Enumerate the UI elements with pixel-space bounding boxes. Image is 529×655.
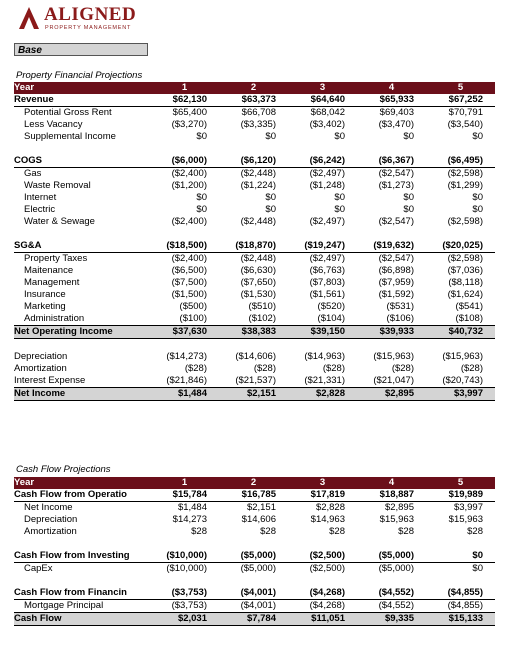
value-cell[interactable]: $0 (196, 192, 207, 203)
value-cell[interactable]: $1,484 (150, 388, 219, 401)
value-cell[interactable]: ($100) (179, 313, 207, 324)
spacer-row (14, 538, 495, 550)
spacer-cell (14, 339, 495, 352)
value-cell[interactable]: ($2,400) (171, 253, 207, 264)
value-cell[interactable]: $19,989 (426, 489, 495, 502)
value-cell[interactable]: ($15,963) (442, 351, 483, 362)
value-cell[interactable]: $37,630 (150, 326, 219, 339)
value-cell[interactable]: $62,130 (150, 94, 219, 107)
value-cell[interactable]: ($10,000) (166, 563, 207, 574)
row-label[interactable]: Water & Sewage (24, 216, 95, 227)
below-noi-row (14, 363, 495, 375)
row-label[interactable]: Cash Flow (14, 613, 150, 626)
value-cell[interactable]: ($520) (317, 301, 345, 312)
value-cell[interactable]: $66,708 (241, 107, 276, 118)
noi-row (14, 326, 495, 339)
logo-tagline: PROPERTY MANAGEMENT (45, 25, 132, 31)
cogs-row (14, 155, 495, 168)
value-cell[interactable]: $39,150 (288, 326, 357, 339)
row-label[interactable]: Management (24, 277, 80, 288)
header-row (14, 477, 495, 489)
value-cell[interactable]: $0 (403, 131, 414, 142)
value-cell[interactable]: ($18,500) (150, 240, 219, 253)
year-header[interactable]: 1 (150, 82, 219, 94)
value-cell[interactable]: ($4,855) (426, 587, 495, 600)
value-cell[interactable]: $15,963 (379, 514, 414, 525)
year-header[interactable]: 5 (426, 477, 495, 489)
value-cell[interactable]: ($7,036) (447, 265, 483, 276)
row-label[interactable]: Administration (24, 313, 85, 324)
value-cell[interactable]: $0 (334, 204, 345, 215)
value-cell[interactable]: $15,963 (448, 514, 483, 525)
year-header[interactable]: 3 (288, 82, 357, 94)
value-cell[interactable]: ($6,898) (378, 265, 414, 276)
row-label[interactable]: Net Income (24, 502, 73, 513)
row-label[interactable]: Waste Removal (24, 180, 91, 191)
value-cell[interactable]: $0 (403, 204, 414, 215)
value-cell[interactable]: ($3,540) (447, 119, 483, 130)
value-cell[interactable]: ($21,537) (235, 375, 276, 386)
value-cell[interactable]: ($2,500) (288, 550, 357, 563)
year-header[interactable]: 1 (150, 477, 219, 489)
value-cell[interactable]: $70,791 (448, 107, 483, 118)
row-label[interactable]: Property Taxes (24, 253, 88, 264)
revenue-item-row (14, 131, 495, 143)
row-label[interactable]: COGS (14, 155, 150, 168)
value-cell[interactable]: ($1,224) (240, 180, 276, 191)
value-cell[interactable]: $28 (191, 526, 207, 537)
company-logo (17, 4, 147, 34)
header-label[interactable]: Year (14, 477, 150, 489)
value-cell[interactable]: $0 (403, 192, 414, 203)
value-cell[interactable]: $69,403 (379, 107, 414, 118)
value-cell[interactable]: ($531) (386, 301, 414, 312)
value-cell[interactable]: $16,785 (219, 489, 288, 502)
value-cell[interactable]: $63,373 (219, 94, 288, 107)
spacer-row (14, 339, 495, 352)
value-cell[interactable]: ($7,959) (378, 277, 414, 288)
value-cell[interactable]: ($2,448) (240, 216, 276, 227)
value-cell[interactable]: $0 (265, 131, 276, 142)
value-cell[interactable]: ($1,561) (309, 289, 345, 300)
value-cell[interactable]: ($8,118) (448, 277, 483, 288)
value-cell[interactable]: ($14,606) (235, 351, 276, 362)
value-cell[interactable]: ($106) (386, 313, 414, 324)
sga-item-row (14, 301, 495, 313)
cf-operations-item-row (14, 502, 495, 515)
value-cell[interactable]: ($5,000) (378, 563, 414, 574)
value-cell[interactable]: ($3,335) (240, 119, 276, 130)
year-header[interactable]: 4 (357, 82, 426, 94)
value-cell[interactable]: $39,933 (357, 326, 426, 339)
spacer-row (14, 143, 495, 155)
value-cell[interactable]: ($2,547) (378, 216, 414, 227)
value-cell[interactable]: $64,640 (288, 94, 357, 107)
value-cell[interactable]: $65,400 (172, 107, 207, 118)
value-cell[interactable]: $28 (467, 526, 483, 537)
value-cell[interactable]: ($510) (248, 301, 276, 312)
value-cell[interactable]: ($2,448) (240, 168, 276, 179)
year-header[interactable]: 3 (288, 477, 357, 489)
row-label[interactable]: Marketing (24, 301, 66, 312)
value-cell[interactable]: ($1,592) (378, 289, 414, 300)
value-cell[interactable]: ($6,630) (240, 265, 276, 276)
value-cell[interactable]: ($2,497) (309, 253, 345, 264)
value-cell[interactable]: $28 (398, 526, 414, 537)
value-cell[interactable]: ($4,268) (309, 600, 345, 611)
value-cell[interactable]: ($500) (179, 301, 207, 312)
value-cell[interactable]: ($108) (455, 313, 483, 324)
row-label[interactable]: Less Vacancy (24, 119, 83, 130)
value-cell[interactable]: $28 (329, 526, 345, 537)
value-cell[interactable]: ($7,650) (240, 277, 276, 288)
row-label[interactable]: Maitenance (24, 265, 74, 276)
cf-table (14, 477, 495, 626)
value-cell[interactable]: ($6,763) (309, 265, 345, 276)
value-cell[interactable]: ($28) (184, 363, 207, 374)
value-cell[interactable]: ($21,846) (166, 375, 207, 386)
value-cell[interactable]: $7,784 (219, 613, 288, 626)
value-cell[interactable]: ($21,331) (304, 375, 345, 386)
value-cell[interactable]: ($1,624) (447, 289, 483, 300)
value-cell[interactable]: ($5,000) (219, 550, 288, 563)
value-cell[interactable]: ($2,497) (309, 168, 345, 179)
year-header[interactable]: 2 (219, 477, 288, 489)
cf-investing-row (14, 550, 495, 563)
value-cell[interactable]: ($4,268) (288, 587, 357, 600)
revenue-row (14, 94, 495, 107)
value-cell[interactable]: $15,784 (150, 489, 219, 502)
value-cell[interactable]: $0 (334, 131, 345, 142)
value-cell[interactable]: ($1,500) (171, 289, 207, 300)
value-cell[interactable]: $67,252 (426, 94, 495, 107)
value-cell[interactable]: $11,051 (288, 613, 357, 626)
year-header[interactable]: 4 (357, 477, 426, 489)
value-cell[interactable]: $28 (260, 526, 276, 537)
value-cell[interactable]: ($2,500) (309, 563, 345, 574)
sga-item-row (14, 289, 495, 301)
value-cell[interactable]: ($1,299) (447, 180, 483, 191)
value-cell[interactable]: $17,819 (288, 489, 357, 502)
value-cell[interactable]: $1,484 (177, 502, 207, 513)
revenue-item-row (14, 107, 495, 120)
value-cell[interactable]: $2,031 (150, 613, 219, 626)
value-cell[interactable]: ($2,497) (309, 216, 345, 227)
value-cell[interactable]: ($2,598) (447, 253, 483, 264)
row-label[interactable]: Potential Gross Rent (24, 107, 112, 118)
value-cell[interactable]: ($6,242) (288, 155, 357, 168)
value-cell[interactable]: $68,042 (310, 107, 345, 118)
value-cell[interactable]: ($4,552) (357, 587, 426, 600)
cf-financing-row (14, 587, 495, 600)
value-cell[interactable]: $0 (472, 131, 483, 142)
row-label[interactable]: Depreciation (14, 351, 68, 362)
logo-name: ALIGNED (44, 4, 137, 25)
value-cell[interactable]: ($104) (317, 313, 345, 324)
revenue-item-row (14, 119, 495, 131)
value-cell[interactable]: ($3,753) (150, 587, 219, 600)
cogs-item-row (14, 180, 495, 192)
value-cell[interactable]: $2,151 (246, 502, 276, 513)
value-cell[interactable]: $14,963 (310, 514, 345, 525)
cf-financing-item-row (14, 600, 495, 613)
sga-item-row (14, 253, 495, 266)
sga-row (14, 240, 495, 253)
value-cell[interactable]: $0 (472, 204, 483, 215)
sga-item-row (14, 265, 495, 277)
value-cell[interactable]: ($19,247) (288, 240, 357, 253)
year-header[interactable]: 2 (219, 82, 288, 94)
value-cell[interactable]: ($28) (253, 363, 276, 374)
value-cell[interactable]: ($5,000) (240, 563, 276, 574)
value-cell[interactable]: ($2,400) (171, 168, 207, 179)
sga-item-row (14, 277, 495, 289)
value-cell[interactable]: ($1,200) (171, 180, 207, 191)
row-label[interactable]: Interest Expense (14, 375, 86, 386)
value-cell[interactable]: ($4,552) (378, 600, 414, 611)
scenario-cell[interactable]: Base (14, 43, 148, 56)
cf-operations-item-row (14, 514, 495, 526)
value-cell[interactable]: $38,383 (219, 326, 288, 339)
row-label[interactable]: Net Income (14, 388, 150, 401)
value-cell[interactable]: ($1,530) (240, 289, 276, 300)
row-label[interactable]: Internet (24, 192, 57, 203)
value-cell[interactable]: ($28) (322, 363, 345, 374)
value-cell[interactable]: $3,997 (453, 502, 483, 513)
value-cell[interactable]: ($2,547) (378, 168, 414, 179)
row-label[interactable]: Mortgage Principal (24, 600, 104, 611)
value-cell[interactable]: $0 (472, 563, 483, 574)
value-cell[interactable]: ($1,273) (378, 180, 414, 191)
value-cell[interactable]: ($3,470) (378, 119, 414, 130)
value-cell[interactable]: ($3,402) (309, 119, 345, 130)
value-cell[interactable]: $2,895 (357, 388, 426, 401)
value-cell[interactable]: $65,933 (357, 94, 426, 107)
spacer-row (14, 228, 495, 240)
value-cell[interactable]: ($102) (248, 313, 276, 324)
value-cell[interactable]: $3,997 (426, 388, 495, 401)
value-cell[interactable]: ($20,743) (442, 375, 483, 386)
spacer-row (14, 575, 495, 587)
value-cell[interactable]: ($6,495) (426, 155, 495, 168)
value-cell[interactable]: ($2,448) (240, 253, 276, 264)
value-cell[interactable]: ($2,400) (171, 216, 207, 227)
spacer-cell (14, 575, 495, 587)
cash-flow-total-row (14, 613, 495, 626)
row-label[interactable]: Cash Flow from Investing (14, 550, 150, 563)
value-cell[interactable]: $0 (472, 192, 483, 203)
value-cell[interactable]: ($2,598) (447, 168, 483, 179)
value-cell[interactable]: $2,151 (219, 388, 288, 401)
logo-mark-icon (17, 6, 41, 30)
value-cell[interactable]: ($18,870) (219, 240, 288, 253)
row-label[interactable]: Insurance (24, 289, 66, 300)
value-cell[interactable]: ($14,963) (304, 351, 345, 362)
value-cell[interactable]: ($7,500) (171, 277, 207, 288)
value-cell[interactable]: ($6,500) (171, 265, 207, 276)
row-label[interactable]: Cash Flow from Operatio (14, 489, 150, 502)
value-cell[interactable]: ($15,963) (373, 351, 414, 362)
value-cell[interactable]: $15,133 (426, 613, 495, 626)
below-noi-row (14, 375, 495, 388)
row-label[interactable]: Electric (24, 204, 56, 215)
value-cell[interactable]: $40,732 (426, 326, 495, 339)
cogs-item-row (14, 168, 495, 181)
row-label[interactable]: CapEx (24, 563, 53, 574)
below-noi-row (14, 351, 495, 363)
cf-investing-item-row (14, 563, 495, 576)
row-label[interactable]: Revenue (14, 94, 150, 107)
value-cell[interactable]: ($1,248) (309, 180, 345, 191)
row-label[interactable]: Cash Flow from Financin (14, 587, 150, 600)
value-cell[interactable]: $14,273 (172, 514, 207, 525)
row-label[interactable]: Amortization (24, 526, 77, 537)
value-cell[interactable]: ($19,632) (357, 240, 426, 253)
value-cell[interactable]: ($2,598) (447, 216, 483, 227)
cogs-item-row (14, 216, 495, 228)
value-cell[interactable]: ($6,000) (150, 155, 219, 168)
pf-section-title: Property Financial Projections (16, 70, 143, 81)
value-cell[interactable]: $18,887 (357, 489, 426, 502)
value-cell[interactable]: ($6,367) (357, 155, 426, 168)
value-cell[interactable]: ($20,025) (426, 240, 495, 253)
row-label[interactable]: Amortization (14, 363, 67, 374)
row-label[interactable]: SG&A (14, 240, 150, 253)
value-cell[interactable]: $0 (265, 204, 276, 215)
cogs-item-row (14, 192, 495, 204)
value-cell[interactable]: ($28) (460, 363, 483, 374)
spacer-cell (14, 143, 495, 155)
row-label[interactable]: Depreciation (24, 514, 78, 525)
value-cell[interactable]: ($4,855) (447, 600, 483, 611)
value-cell[interactable]: $2,828 (288, 388, 357, 401)
value-cell[interactable]: $2,895 (384, 502, 414, 513)
value-cell[interactable]: ($6,120) (219, 155, 288, 168)
value-cell[interactable]: $0 (334, 192, 345, 203)
value-cell[interactable]: ($3,270) (171, 119, 207, 130)
row-label[interactable]: Net Operating Income (14, 326, 150, 339)
row-label[interactable]: Gas (24, 168, 42, 179)
cf-section-title: Cash Flow Projections (16, 464, 111, 475)
value-cell[interactable]: ($21,047) (373, 375, 414, 386)
header-label[interactable]: Year (14, 82, 150, 94)
value-cell[interactable]: ($4,001) (219, 587, 288, 600)
pf-table (14, 82, 495, 401)
value-cell[interactable]: ($4,001) (240, 600, 276, 611)
value-cell[interactable]: $14,606 (241, 514, 276, 525)
value-cell[interactable]: ($541) (455, 301, 483, 312)
header-row (14, 82, 495, 94)
value-cell[interactable]: ($14,273) (166, 351, 207, 362)
net-income-row (14, 388, 495, 401)
sga-item-row (14, 313, 495, 326)
value-cell[interactable]: ($5,000) (357, 550, 426, 563)
value-cell[interactable]: ($7,803) (309, 277, 345, 288)
row-label[interactable]: Supplemental Income (24, 131, 116, 142)
cf-operations-item-row (14, 526, 495, 538)
value-cell[interactable]: ($3,753) (171, 600, 207, 611)
value-cell[interactable]: $0 (426, 550, 495, 563)
value-cell[interactable]: ($2,547) (378, 253, 414, 264)
year-header[interactable]: 5 (426, 82, 495, 94)
value-cell[interactable]: $2,828 (315, 502, 345, 513)
spacer-cell (14, 538, 495, 550)
value-cell[interactable]: $0 (265, 192, 276, 203)
value-cell[interactable]: $0 (196, 131, 207, 142)
spacer-cell (14, 228, 495, 240)
value-cell[interactable]: ($10,000) (150, 550, 219, 563)
value-cell[interactable]: $9,335 (357, 613, 426, 626)
value-cell[interactable]: $0 (196, 204, 207, 215)
cogs-item-row (14, 204, 495, 216)
value-cell[interactable]: ($28) (391, 363, 414, 374)
cf-operations-row (14, 489, 495, 502)
